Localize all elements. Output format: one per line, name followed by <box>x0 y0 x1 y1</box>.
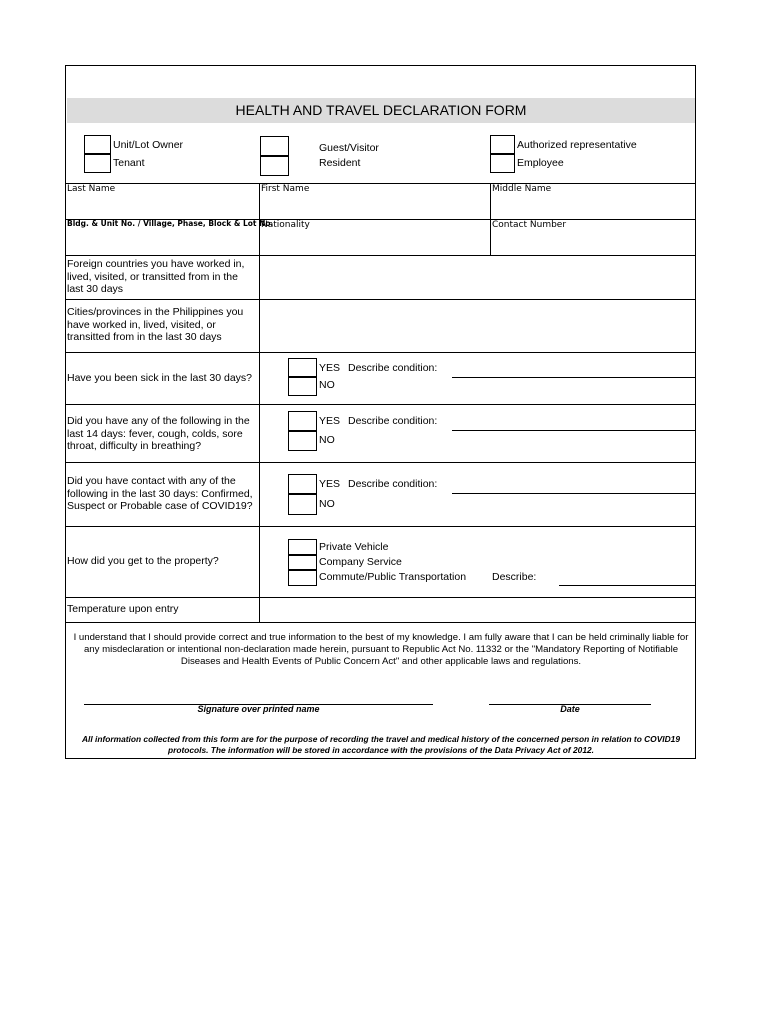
rule-symptoms-top <box>66 404 696 405</box>
nationality-input[interactable] <box>261 232 488 253</box>
rule-sick-top <box>66 352 696 353</box>
signature-label: Signature over printed name <box>197 704 320 714</box>
contact-describe-line[interactable] <box>452 493 695 494</box>
commute-label: Commute/Public Transportation <box>319 571 467 583</box>
cities-question: Cities/provinces in the Philippines you have worked in, lived, visited, or transitted from in the last 30 days <box>67 306 244 343</box>
first-name-input[interactable] <box>261 197 488 217</box>
covid-contact-question: Did you have contact with any of the following in the last 30 days: Confirmed, Suspect or Probable case of COVID19? <box>67 475 253 512</box>
sick-no-checkbox[interactable] <box>288 377 317 396</box>
symptoms-yes-checkbox[interactable] <box>288 411 317 431</box>
guest-label: Guest/Visitor <box>319 142 379 154</box>
sick-no-label: NO <box>319 379 335 391</box>
resident-checkbox[interactable] <box>260 156 289 176</box>
tenant-label: Tenant <box>113 157 145 169</box>
rule-temperature-top <box>66 597 696 598</box>
middle-name-input[interactable] <box>492 197 694 217</box>
contact-describe-label: Describe condition: <box>348 478 438 490</box>
authorized-label: Authorized representative <box>517 139 637 151</box>
company-service-checkbox[interactable] <box>288 555 317 570</box>
foreign-countries-question: Foreign countries you have worked in, lived, visited, or transitted from in the last 30 days <box>67 258 245 295</box>
employee-checkbox[interactable] <box>490 154 515 173</box>
private-vehicle-checkbox[interactable] <box>288 539 317 555</box>
transport-describe-line[interactable] <box>559 585 695 586</box>
authorized-checkbox[interactable] <box>490 135 515 154</box>
symptoms-describe-label: Describe condition: <box>348 415 438 427</box>
employee-label: Employee <box>517 157 564 169</box>
guest-checkbox[interactable] <box>260 136 289 156</box>
privacy-note: All information collected from this form are for the purpose of recording the travel and medical history of the concerned person in relation to COVID19 protocols. The information will be stored in accordance with the provisions of the Data Privacy Act of 2012. <box>82 734 680 755</box>
rule-transport-top <box>66 526 696 527</box>
form-title: HEALTH AND TRAVEL DECLARATION FORM <box>235 102 527 118</box>
divider-questions <box>259 255 260 622</box>
symptoms-yes-label: YES <box>319 415 341 427</box>
temperature-label: Temperature upon entry <box>67 603 179 615</box>
address-label: Bldg. & Unit No. / Village, Phase, Block & Lot No. <box>67 219 274 228</box>
tenant-checkbox[interactable] <box>84 154 111 173</box>
cities-input[interactable] <box>261 301 694 350</box>
rule-declaration-top <box>66 622 696 623</box>
symptoms-question: Did you have any of the following in the last 14 days: fever, cough, colds, sore throat, difficulty in breathing? <box>67 415 250 452</box>
sick-question: Have you been sick in the last 30 days? <box>67 372 253 384</box>
contact-no-label: NO <box>319 498 335 510</box>
rule-cities-top <box>66 299 696 300</box>
middle-name-label: Middle Name <box>492 184 552 194</box>
sick-describe-label: Describe condition: <box>348 362 438 374</box>
contact-number-label: Contact Number <box>492 220 567 230</box>
commute-checkbox[interactable] <box>288 570 317 586</box>
rule-foreign-top <box>66 255 696 256</box>
unit-owner-checkbox[interactable] <box>84 135 111 154</box>
declaration-text: I understand that I should provide correct and true information to the best of my knowledge. I am fully aware that I can be held criminally liable for any misdeclaration or intentional non-declaration made herein, pursuant to Republic Act No. 11332 or the "Mandatory Reporting of Notifiable Diseases and Health Events of Public Concern Act" and other applicable laws and regulations. <box>73 632 689 667</box>
sick-describe-line[interactable] <box>452 377 695 378</box>
resident-label: Resident <box>319 157 361 169</box>
contact-number-input[interactable] <box>492 232 694 253</box>
last-name-label: Last Name <box>67 184 116 194</box>
sick-yes-checkbox[interactable] <box>288 358 317 377</box>
transport-describe-label: Describe: <box>492 571 537 583</box>
contact-yes-label: YES <box>319 478 341 490</box>
unit-owner-label: Unit/Lot Owner <box>113 139 184 151</box>
last-name-input[interactable] <box>67 197 257 217</box>
first-name-label: First Name <box>261 184 310 194</box>
nationality-label: Nationality <box>261 220 310 230</box>
symptoms-no-label: NO <box>319 434 335 446</box>
private-vehicle-label: Private Vehicle <box>319 541 389 553</box>
company-service-label: Company Service <box>319 556 402 568</box>
rule-names-top <box>66 183 696 184</box>
foreign-countries-input[interactable] <box>261 257 694 297</box>
rule-contact-top <box>66 462 696 463</box>
symptoms-describe-line[interactable] <box>452 430 695 431</box>
divider-names-2 <box>490 183 491 255</box>
contact-no-checkbox[interactable] <box>288 494 317 515</box>
temperature-input[interactable] <box>261 599 694 620</box>
contact-yes-checkbox[interactable] <box>288 474 317 494</box>
sick-yes-label: YES <box>319 362 341 374</box>
transport-question: How did you get to the property? <box>67 555 219 567</box>
address-input[interactable] <box>67 232 257 253</box>
symptoms-no-checkbox[interactable] <box>288 431 317 451</box>
date-label: Date <box>560 704 580 714</box>
